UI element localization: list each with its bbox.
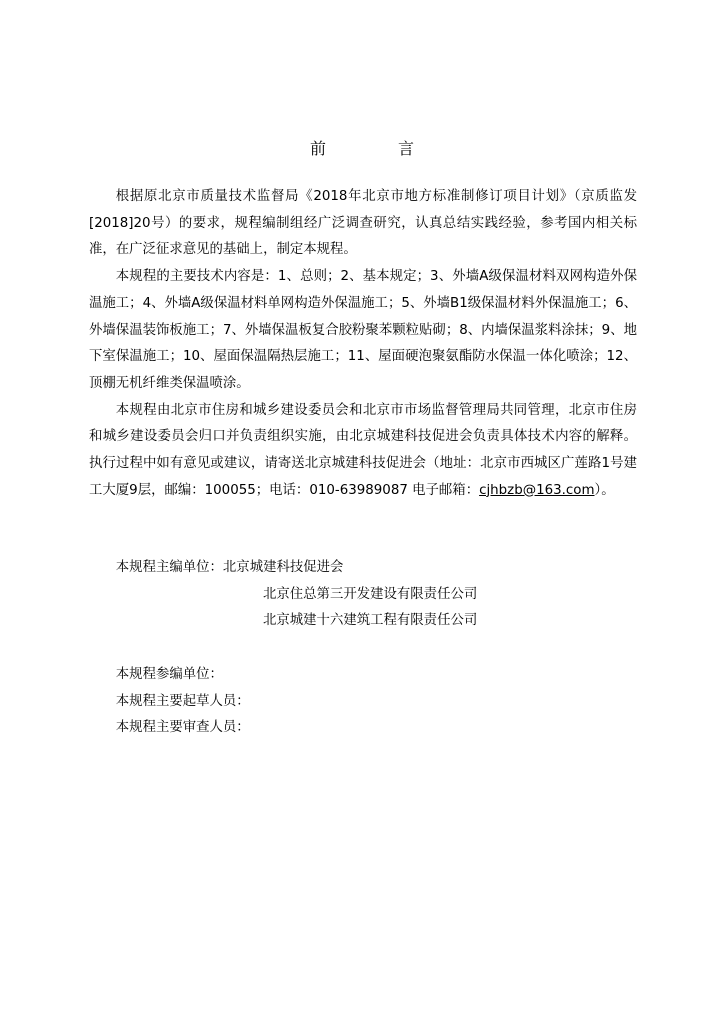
- chief-unit-2: 北京住总第三开发建设有限责任公司: [263, 586, 478, 602]
- participants-block: [89, 662, 637, 742]
- paragraph-contents: 本规程的主要技术内容是：1、总则；2、基本规定；3、外墙A级保温材料双网构造外保温施工；4、外墙A级保温材料单网构造外保温施工；5、外墙B1级保温材料外保温施工；6、外墙保温装饰板施工；7、外墙保温板复合胶粉聚苯颗粒贴砌；8、内墙保温浆料涂抹；9、地下室保温施工；10、屋面保温隔热层施工；11、屋面硬泡聚氨酯防水保温一体化喷涂；12、顶棚无机纤维类保温喷涂。: [89, 269, 637, 391]
- chief-unit-3: 北京城建十六建筑工程有限责任公司: [263, 613, 478, 629]
- page-title: 前 言: [309, 139, 442, 158]
- email-link[interactable]: cjhbzb@163.com: [479, 482, 595, 498]
- main-reviewers-label: 本规程主要审查人员：: [115, 720, 250, 736]
- foreword-body: [89, 184, 637, 736]
- paragraph-background: 根据原北京市质量技术监督局《2018年北京市地方标准制修订项目计划》（京质监发[2018]20号）的要求，规程编制组经广泛调查研究，认真总结实践经验，参考国内相关标准，在广泛征求意见的基础上，制定本规程。: [89, 189, 637, 258]
- participating-units-label: 本规程参编单位：: [115, 667, 223, 682]
- main-drafters-label: 本规程主要起草人员：: [115, 693, 250, 709]
- chief-unit-line-1: [89, 555, 637, 582]
- paragraph-management: [89, 398, 637, 505]
- chief-units-block: [89, 555, 637, 635]
- paragraph-management-tail: ）。: [594, 482, 615, 498]
- chief-units-label: 本规程主编单位：: [115, 560, 223, 575]
- chief-unit-1: 北京城建科技促进会: [222, 560, 344, 575]
- paragraph-management-text: 本规程由北京市住房和城乡建设委员会和北京市市场监督管理局共同管理，北京市住房和城乡建设委员会归口并负责组织实施，由北京城建科技促进会负责具体技术内容的解释。执行过程中如有意见或建议，请寄送北京城建科技促进会（地址：北京市西城区广莲路1号建工大厦9层，邮编：100055；电话：010-63989087 电子邮箱：: [89, 402, 637, 498]
